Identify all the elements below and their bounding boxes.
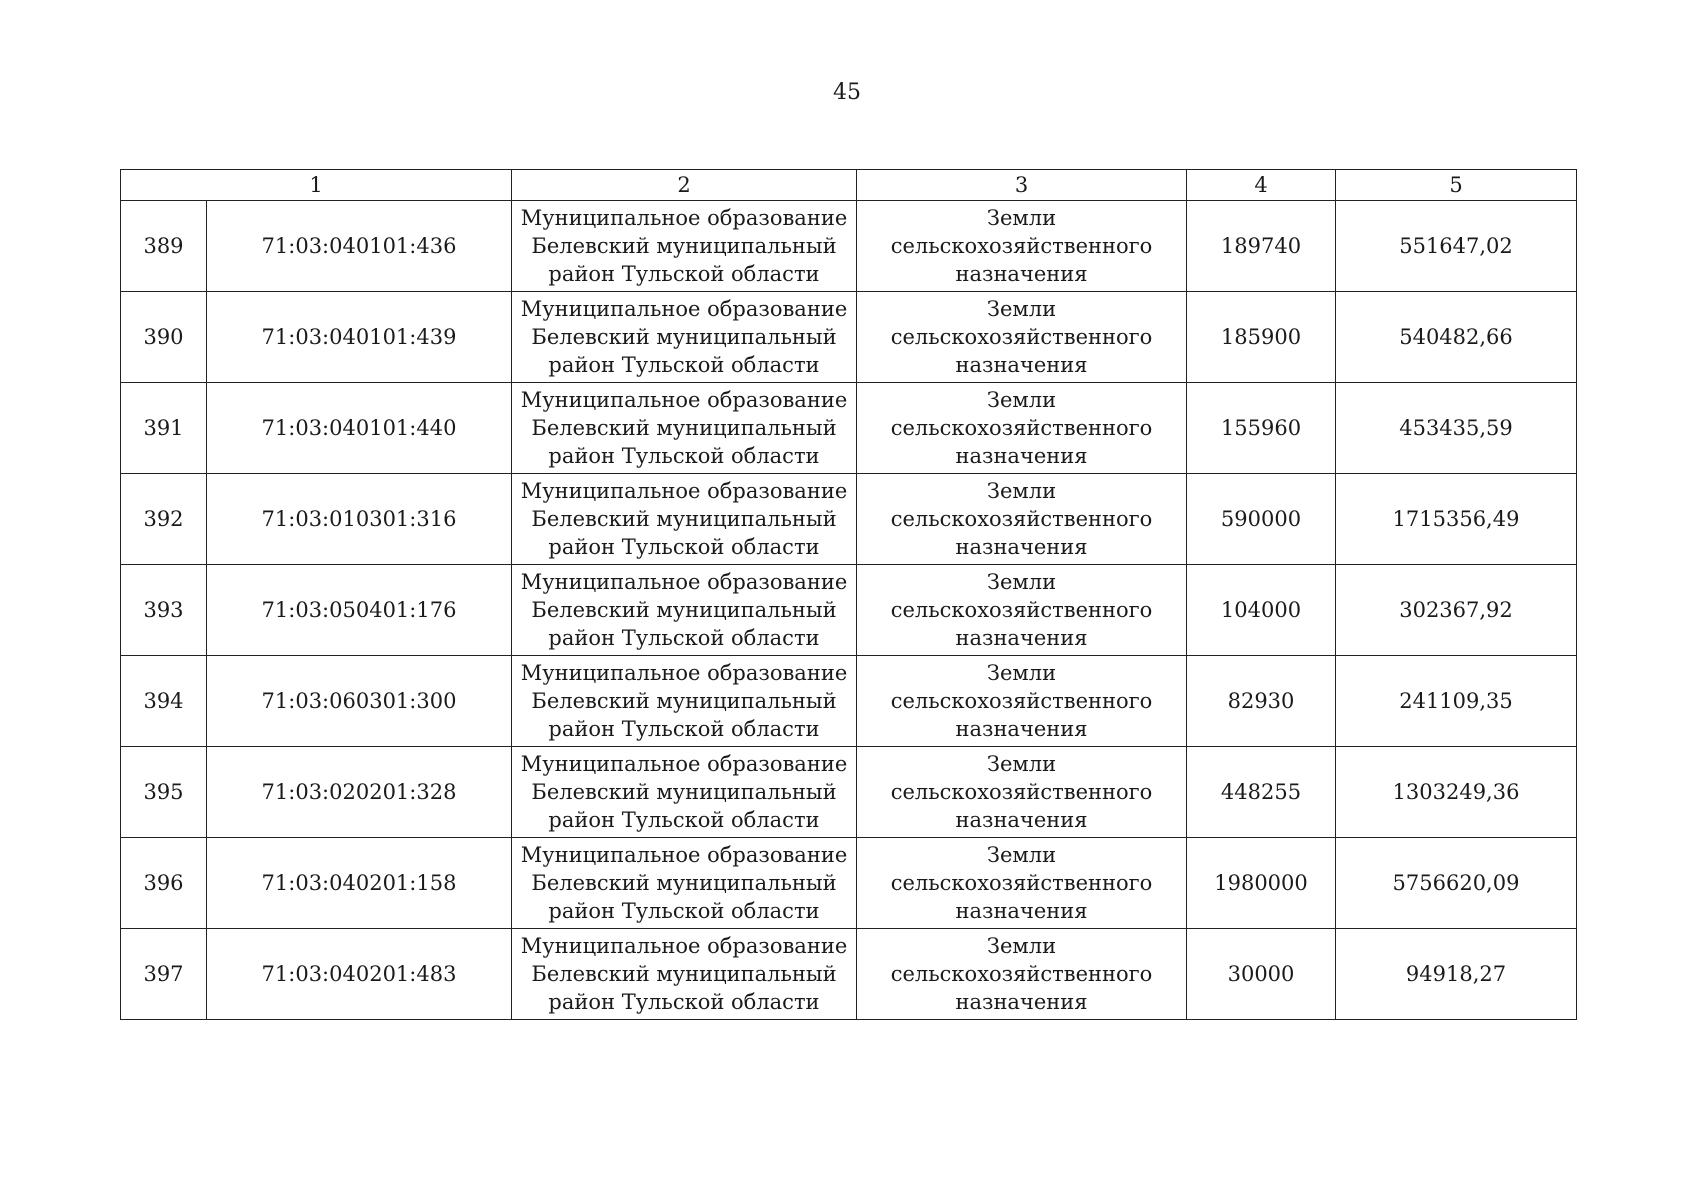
row-number-cell: 396 [121, 838, 207, 929]
cell-line: назначения [955, 808, 1088, 832]
cell-line: сельскохозяйственного [890, 325, 1153, 349]
cadastral-number-cell: 71:03:050401:176 [207, 565, 512, 656]
cell-line: назначения [955, 899, 1088, 923]
cell-line: сельскохозяйственного [890, 871, 1153, 895]
land-category-cell [857, 292, 1187, 383]
cell-line: Белевский муниципальный [531, 871, 837, 895]
cell-line: назначения [955, 990, 1088, 1014]
table-row [121, 838, 1577, 929]
area-cell: 104000 [1187, 565, 1336, 656]
cell-line: назначения [955, 353, 1088, 377]
cell-line: район Тульской области [548, 899, 820, 923]
area-cell: 189740 [1187, 201, 1336, 292]
cell-line: Муниципальное образование [520, 752, 848, 776]
owner-cell [512, 383, 857, 474]
cell-line: сельскохозяйственного [890, 962, 1153, 986]
cadastral-value-cell: 302367,92 [1336, 565, 1577, 656]
land-category-cell [857, 383, 1187, 474]
cell-line: район Тульской области [548, 535, 820, 559]
column-header: 4 [1187, 170, 1336, 201]
row-number-cell: 391 [121, 383, 207, 474]
cell-line: сельскохозяйственного [890, 598, 1153, 622]
land-category-cell [857, 838, 1187, 929]
area-cell: 82930 [1187, 656, 1336, 747]
cell-line: назначения [955, 444, 1088, 468]
table-header-row [121, 170, 1577, 201]
cell-line: Муниципальное образование [520, 843, 848, 867]
cell-line: сельскохозяйственного [890, 507, 1153, 531]
cadastral-value-cell: 5756620,09 [1336, 838, 1577, 929]
cell-line: район Тульской области [548, 990, 820, 1014]
cell-line: Муниципальное образование [520, 479, 848, 503]
column-header: 2 [512, 170, 857, 201]
owner-cell [512, 474, 857, 565]
area-cell: 590000 [1187, 474, 1336, 565]
area-cell: 448255 [1187, 747, 1336, 838]
cadastral-number-cell: 71:03:040201:158 [207, 838, 512, 929]
cell-line: Муниципальное образование [520, 934, 848, 958]
cell-line: Земли [986, 934, 1057, 958]
cell-line: Земли [986, 570, 1057, 594]
cell-line: назначения [955, 717, 1088, 741]
row-number-cell: 395 [121, 747, 207, 838]
area-cell: 185900 [1187, 292, 1336, 383]
cadastral-value-cell: 1303249,36 [1336, 747, 1577, 838]
cell-line: Земли [986, 297, 1057, 321]
row-number-cell: 393 [121, 565, 207, 656]
cadastral-value-cell: 540482,66 [1336, 292, 1577, 383]
cell-line: Белевский муниципальный [531, 689, 837, 713]
cell-line: Белевский муниципальный [531, 507, 837, 531]
owner-cell [512, 201, 857, 292]
table-row [121, 747, 1577, 838]
cell-line: район Тульской области [548, 626, 820, 650]
cell-line: Земли [986, 661, 1057, 685]
land-category-cell [857, 565, 1187, 656]
area-cell: 1980000 [1187, 838, 1336, 929]
cell-line: назначения [955, 262, 1088, 286]
cell-line: назначения [955, 626, 1088, 650]
cell-line: район Тульской области [548, 717, 820, 741]
table-row [121, 929, 1577, 1020]
cadastral-value-cell: 241109,35 [1336, 656, 1577, 747]
owner-cell [512, 747, 857, 838]
cell-line: назначения [955, 535, 1088, 559]
land-plots-table [120, 169, 1577, 1020]
column-header: 3 [857, 170, 1187, 201]
land-category-cell [857, 656, 1187, 747]
cell-line: район Тульской области [548, 353, 820, 377]
cadastral-number-cell: 71:03:040101:440 [207, 383, 512, 474]
area-cell: 155960 [1187, 383, 1336, 474]
column-header: 5 [1336, 170, 1577, 201]
cadastral-value-cell: 551647,02 [1336, 201, 1577, 292]
cadastral-number-cell: 71:03:020201:328 [207, 747, 512, 838]
cadastral-value-cell: 1715356,49 [1336, 474, 1577, 565]
land-category-cell [857, 929, 1187, 1020]
cell-line: Муниципальное образование [520, 206, 848, 230]
table-body [121, 201, 1577, 1020]
cell-line: район Тульской области [548, 262, 820, 286]
row-number-cell: 397 [121, 929, 207, 1020]
table-row [121, 383, 1577, 474]
owner-cell [512, 838, 857, 929]
owner-cell [512, 929, 857, 1020]
cell-line: Муниципальное образование [520, 661, 848, 685]
cell-line: сельскохозяйственного [890, 416, 1153, 440]
cell-line: Муниципальное образование [520, 570, 848, 594]
cadastral-number-cell: 71:03:040101:436 [207, 201, 512, 292]
row-number-cell: 390 [121, 292, 207, 383]
cell-line: Белевский муниципальный [531, 962, 837, 986]
cell-line: Земли [986, 388, 1057, 412]
land-category-cell [857, 201, 1187, 292]
cadastral-value-cell: 94918,27 [1336, 929, 1577, 1020]
owner-cell [512, 292, 857, 383]
cell-line: Муниципальное образование [520, 388, 848, 412]
cadastral-number-cell: 71:03:060301:300 [207, 656, 512, 747]
cell-line: сельскохозяйственного [890, 689, 1153, 713]
page-number: 45 [833, 80, 861, 105]
cell-line: Белевский муниципальный [531, 780, 837, 804]
cell-line: Муниципальное образование [520, 297, 848, 321]
owner-cell [512, 565, 857, 656]
cell-line: Белевский муниципальный [531, 325, 837, 349]
cell-line: сельскохозяйственного [890, 234, 1153, 258]
cadastral-number-cell: 71:03:010301:316 [207, 474, 512, 565]
cadastral-value-cell: 453435,59 [1336, 383, 1577, 474]
cell-line: Земли [986, 206, 1057, 230]
table-row [121, 201, 1577, 292]
area-cell: 30000 [1187, 929, 1336, 1020]
cell-line: Земли [986, 479, 1057, 503]
cadastral-number-cell: 71:03:040201:483 [207, 929, 512, 1020]
cell-line: Земли [986, 752, 1057, 776]
cell-line: Белевский муниципальный [531, 598, 837, 622]
cell-line: Земли [986, 843, 1057, 867]
table-row [121, 565, 1577, 656]
cell-line: район Тульской области [548, 808, 820, 832]
cadastral-number-cell: 71:03:040101:439 [207, 292, 512, 383]
table-row [121, 292, 1577, 383]
column-header: 1 [121, 170, 512, 201]
row-number-cell: 392 [121, 474, 207, 565]
row-number-cell: 389 [121, 201, 207, 292]
owner-cell [512, 656, 857, 747]
table-row [121, 474, 1577, 565]
cell-line: район Тульской области [548, 444, 820, 468]
row-number-cell: 394 [121, 656, 207, 747]
cell-line: Белевский муниципальный [531, 416, 837, 440]
table-row [121, 656, 1577, 747]
cell-line: сельскохозяйственного [890, 780, 1153, 804]
land-category-cell [857, 474, 1187, 565]
cell-line: Белевский муниципальный [531, 234, 837, 258]
land-category-cell [857, 747, 1187, 838]
